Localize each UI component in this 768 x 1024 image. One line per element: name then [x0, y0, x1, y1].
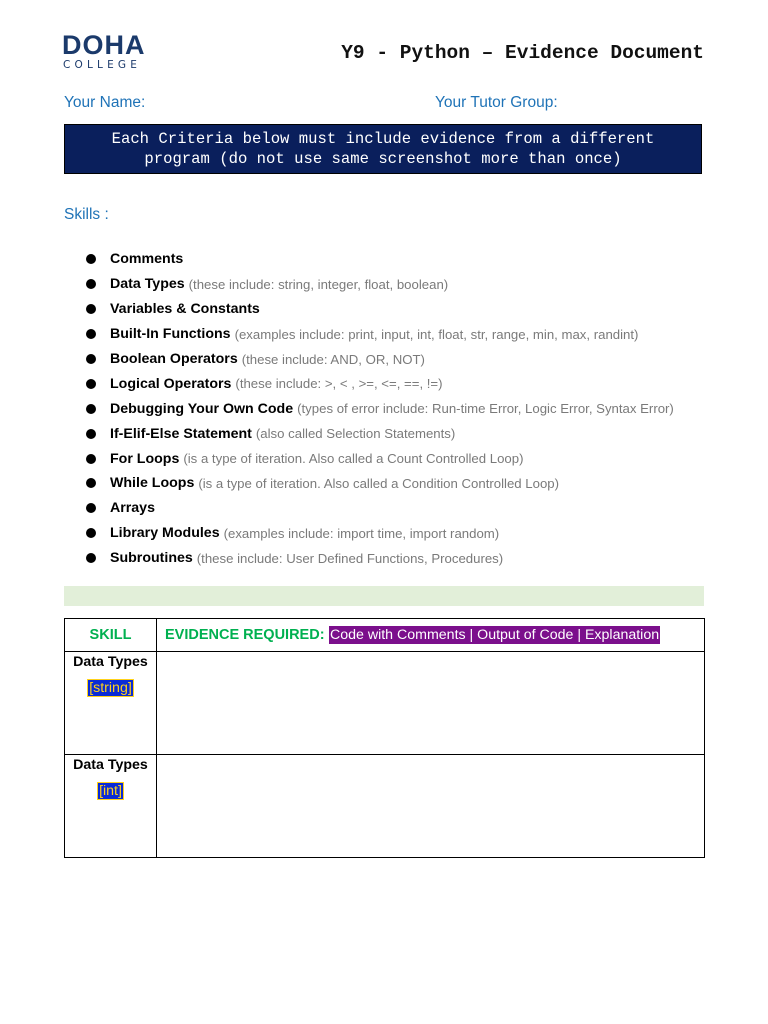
skill-note: (also called Selection Statements) — [255, 426, 456, 442]
skill-name: Variables & Constants — [110, 301, 260, 318]
bullet-icon — [86, 379, 96, 389]
skill-item-debugging — [86, 396, 726, 421]
bullet-icon — [86, 404, 96, 414]
section-divider-band — [64, 586, 704, 606]
document-title: Y9 - Python – Evidence Document — [341, 42, 704, 64]
skill-item-comments — [86, 247, 726, 272]
evidence-cell-int[interactable] — [157, 755, 705, 858]
skill-name: Logical Operators — [110, 375, 232, 392]
bullet-icon — [86, 304, 96, 314]
bullet-icon — [86, 503, 96, 513]
skill-item-if-elif-else — [86, 421, 726, 446]
row-skill-cell — [65, 755, 157, 858]
notice-line-2: program (do not use same screenshot more than once) — [144, 150, 622, 168]
bullet-icon — [86, 528, 96, 538]
skill-item-variables — [86, 297, 726, 322]
skill-name: Arrays — [110, 500, 155, 517]
skill-note: (examples include: print, input, int, float, str, range, min, max, randint) — [234, 326, 639, 342]
skill-name: Library Modules — [110, 525, 220, 542]
skill-item-while-loops — [86, 471, 726, 496]
evidence-column-header — [157, 619, 705, 652]
evidence-table — [64, 618, 705, 858]
skill-name: Built-In Functions — [110, 326, 231, 343]
bullet-icon — [86, 454, 96, 464]
skill-item-subroutines — [86, 546, 726, 571]
row-skill-name: Data Types — [73, 654, 148, 670]
skills-list — [86, 247, 726, 571]
notice-line-1: Each Criteria below must include evidence from a different — [111, 130, 655, 148]
skill-name: Debugging Your Own Code — [110, 400, 294, 417]
bullet-icon — [86, 279, 96, 289]
skill-note: (examples include: import time, import random) — [223, 525, 500, 541]
skill-item-boolean-operators — [86, 347, 726, 372]
bullet-icon — [86, 329, 96, 339]
bullet-icon — [86, 553, 96, 563]
row-skill-tag: [string] — [89, 680, 132, 696]
evidence-required-label: EVIDENCE REQUIRED: — [165, 627, 325, 643]
skill-item-built-in-functions — [86, 322, 726, 347]
skill-name: Subroutines — [110, 550, 193, 567]
skill-name: If-Elif-Else Statement — [110, 425, 252, 442]
skill-item-data-types — [86, 272, 726, 297]
skill-name: While Loops — [110, 475, 195, 492]
table-row — [65, 652, 705, 755]
skills-heading: Skills : — [64, 206, 109, 223]
skill-name: Boolean Operators — [110, 351, 238, 367]
bullet-icon — [86, 429, 96, 439]
skill-item-library-modules — [86, 521, 726, 546]
logo-subtitle: COLLEGE — [63, 59, 142, 71]
logo-wordmark: DOHA — [62, 30, 146, 60]
skill-note: (these include: User Defined Functions, Procedures) — [196, 550, 504, 566]
skill-note: (types of error include: Run-time Error, Logic Error, Syntax Error) — [297, 401, 674, 417]
skill-note: (these include: >, < , >=, <=, ==, !=) — [235, 376, 443, 392]
skill-item-logical-operators — [86, 371, 726, 396]
skill-name: For Loops — [110, 450, 180, 467]
evidence-cell-string[interactable] — [157, 652, 705, 755]
doha-college-logo — [62, 32, 154, 72]
table-row — [65, 755, 705, 858]
skill-item-for-loops — [86, 446, 726, 471]
evidence-required-detail: Code with Comments | Output of Code | Explanation — [329, 627, 660, 643]
instruction-notice — [64, 124, 702, 174]
skill-note: (these include: AND, OR, NOT) — [241, 351, 425, 367]
skill-note: (is a type of iteration. Also called a Condition Controlled Loop) — [198, 475, 560, 491]
skill-column-header: SKILL — [65, 619, 157, 652]
bullet-icon — [86, 254, 96, 264]
row-skill-tag: [int] — [99, 783, 122, 799]
skill-name: Comments — [110, 251, 184, 268]
skill-name: Data Types — [110, 276, 185, 293]
skill-note: (is a type of iteration. Also called a Count Controlled Loop) — [183, 451, 524, 467]
your-name-label: Your Name: — [64, 94, 146, 111]
tutor-group-label: Your Tutor Group: — [435, 94, 558, 111]
skill-note: (these include: string, integer, float, boolean) — [188, 276, 449, 292]
skill-item-arrays — [86, 496, 726, 521]
table-header-row — [65, 619, 705, 652]
bullet-icon — [86, 478, 96, 488]
bullet-icon — [86, 354, 96, 364]
row-skill-name: Data Types — [73, 757, 148, 773]
row-skill-cell — [65, 652, 157, 755]
